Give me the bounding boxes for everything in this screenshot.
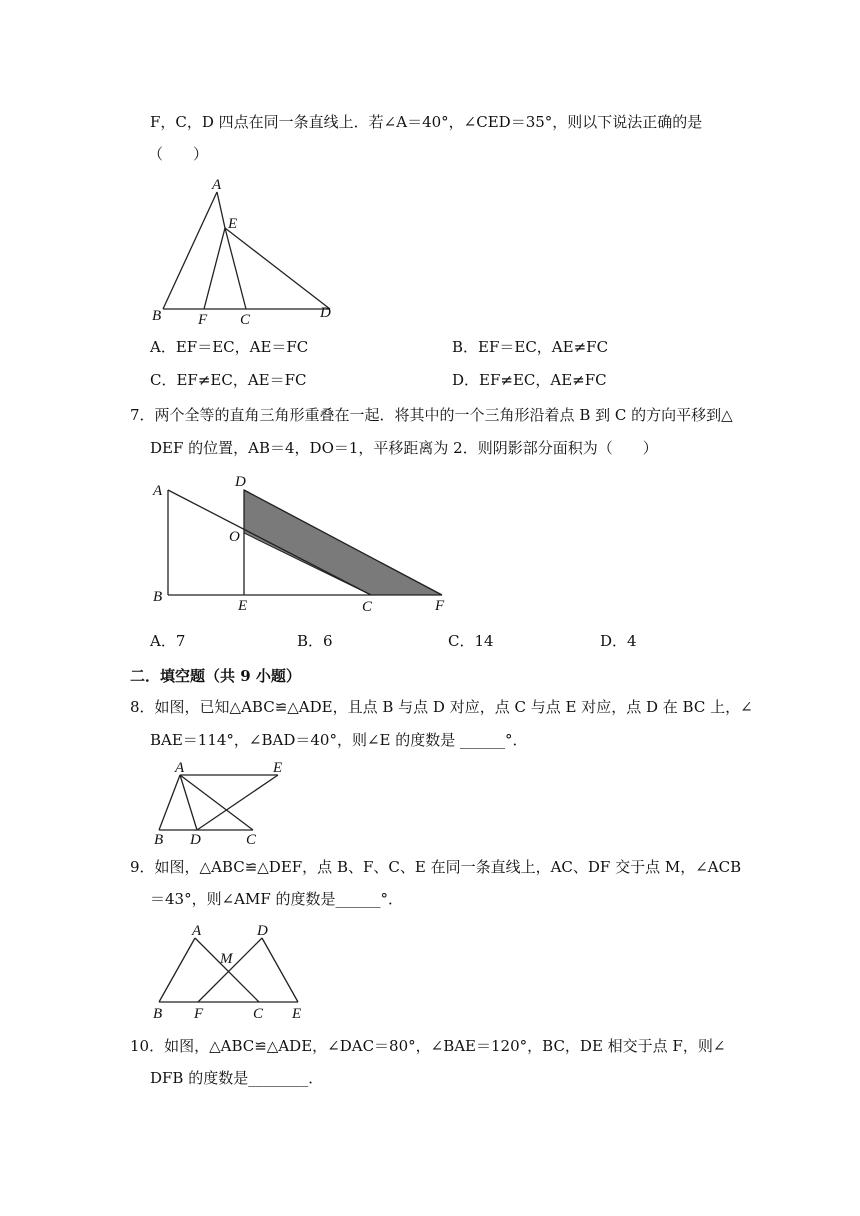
q6-option-d: D．EF≠EC，AE≠FC: [452, 371, 607, 389]
q8-text-line2: BAE＝114°，∠BAD＝40°，则∠E 的度数是 ______°．: [150, 731, 528, 749]
q7-label-B: B: [153, 589, 163, 605]
q9-figure: [145, 918, 315, 1023]
q6-label-A: A: [212, 177, 222, 193]
q7-label-O: O: [229, 529, 240, 545]
q7-label-E: E: [238, 598, 248, 614]
q9-text-line1: 9．如图，△ABC≌△DEF，点 B、F、C、E 在同一条直线上，AC、DF 交于点 M，∠ACB: [130, 858, 742, 876]
q7-label-F: F: [435, 598, 445, 614]
q9-label-B: B: [153, 1006, 163, 1022]
q6-option-b: B．EF＝EC，AE≠FC: [452, 338, 609, 356]
q6-answer-paren: （ ）: [148, 145, 209, 163]
q7-option-a: A．7: [150, 632, 186, 650]
q9-label-M: M: [220, 951, 233, 967]
q7-option-b: B．6: [297, 632, 333, 650]
q8-label-A: A: [175, 760, 185, 776]
q7-label-C: C: [362, 599, 373, 615]
q8-figure: [145, 758, 305, 848]
q6-option-c: C．EF≠EC，AE＝FC: [150, 371, 307, 389]
q8-label-C: C: [246, 832, 257, 848]
q10-text-line2: DFB 的度数是________．: [150, 1069, 324, 1087]
q7-label-A: A: [153, 483, 163, 499]
section-title: 二．填空题（共 9 小题）: [130, 667, 301, 685]
q9-label-E: E: [292, 1006, 302, 1022]
q9-label-A: A: [192, 923, 202, 939]
q9-label-F: F: [194, 1006, 204, 1022]
q8-label-E: E: [273, 760, 283, 776]
q6-text-line1: F，C，D 四点在同一条直线上．若∠A＝40°，∠CED＝35°，则以下说法正确的是: [150, 113, 703, 131]
q6-option-a: A．EF＝EC，AE＝FC: [150, 338, 309, 356]
q7-option-c: C．14: [448, 632, 494, 650]
q8-label-B: B: [154, 832, 164, 848]
q9-label-D: D: [257, 923, 268, 939]
q7-text-line2: DEF 的位置，AB＝4，DO＝1，平移距离为 2．则阴影部分面积为（ ）: [150, 439, 658, 457]
q6-label-C: C: [240, 312, 251, 328]
q6-label-F: F: [198, 312, 208, 328]
q6-label-E: E: [228, 216, 238, 232]
q8-label-D: D: [190, 832, 201, 848]
q9-text-line2: ＝43°，则∠AMF 的度数是______°．: [150, 890, 404, 908]
q7-figure: [145, 470, 465, 620]
q9-label-C: C: [253, 1006, 264, 1022]
q10-text-line1: 10．如图，△ABC≌△ADE，∠DAC＝80°，∠BAE＝120°，BC，DE 相交于点 F，则∠: [130, 1037, 726, 1055]
q7-option-d: D．4: [600, 632, 637, 650]
q6-label-B: B: [152, 308, 162, 324]
q7-label-D: D: [235, 474, 246, 490]
q6-label-D: D: [320, 305, 331, 321]
q7-text-line1: 7．两个全等的直角三角形重叠在一起．将其中的一个三角形沿着点 B 到 C 的方向平移到△: [130, 406, 733, 424]
q8-text-line1: 8．如图，已知△ABC≌△ADE，且点 B 与点 D 对应，点 C 与点 E 对应，点 D 在 BC 上，∠: [130, 698, 753, 716]
q6-figure: [140, 172, 350, 327]
